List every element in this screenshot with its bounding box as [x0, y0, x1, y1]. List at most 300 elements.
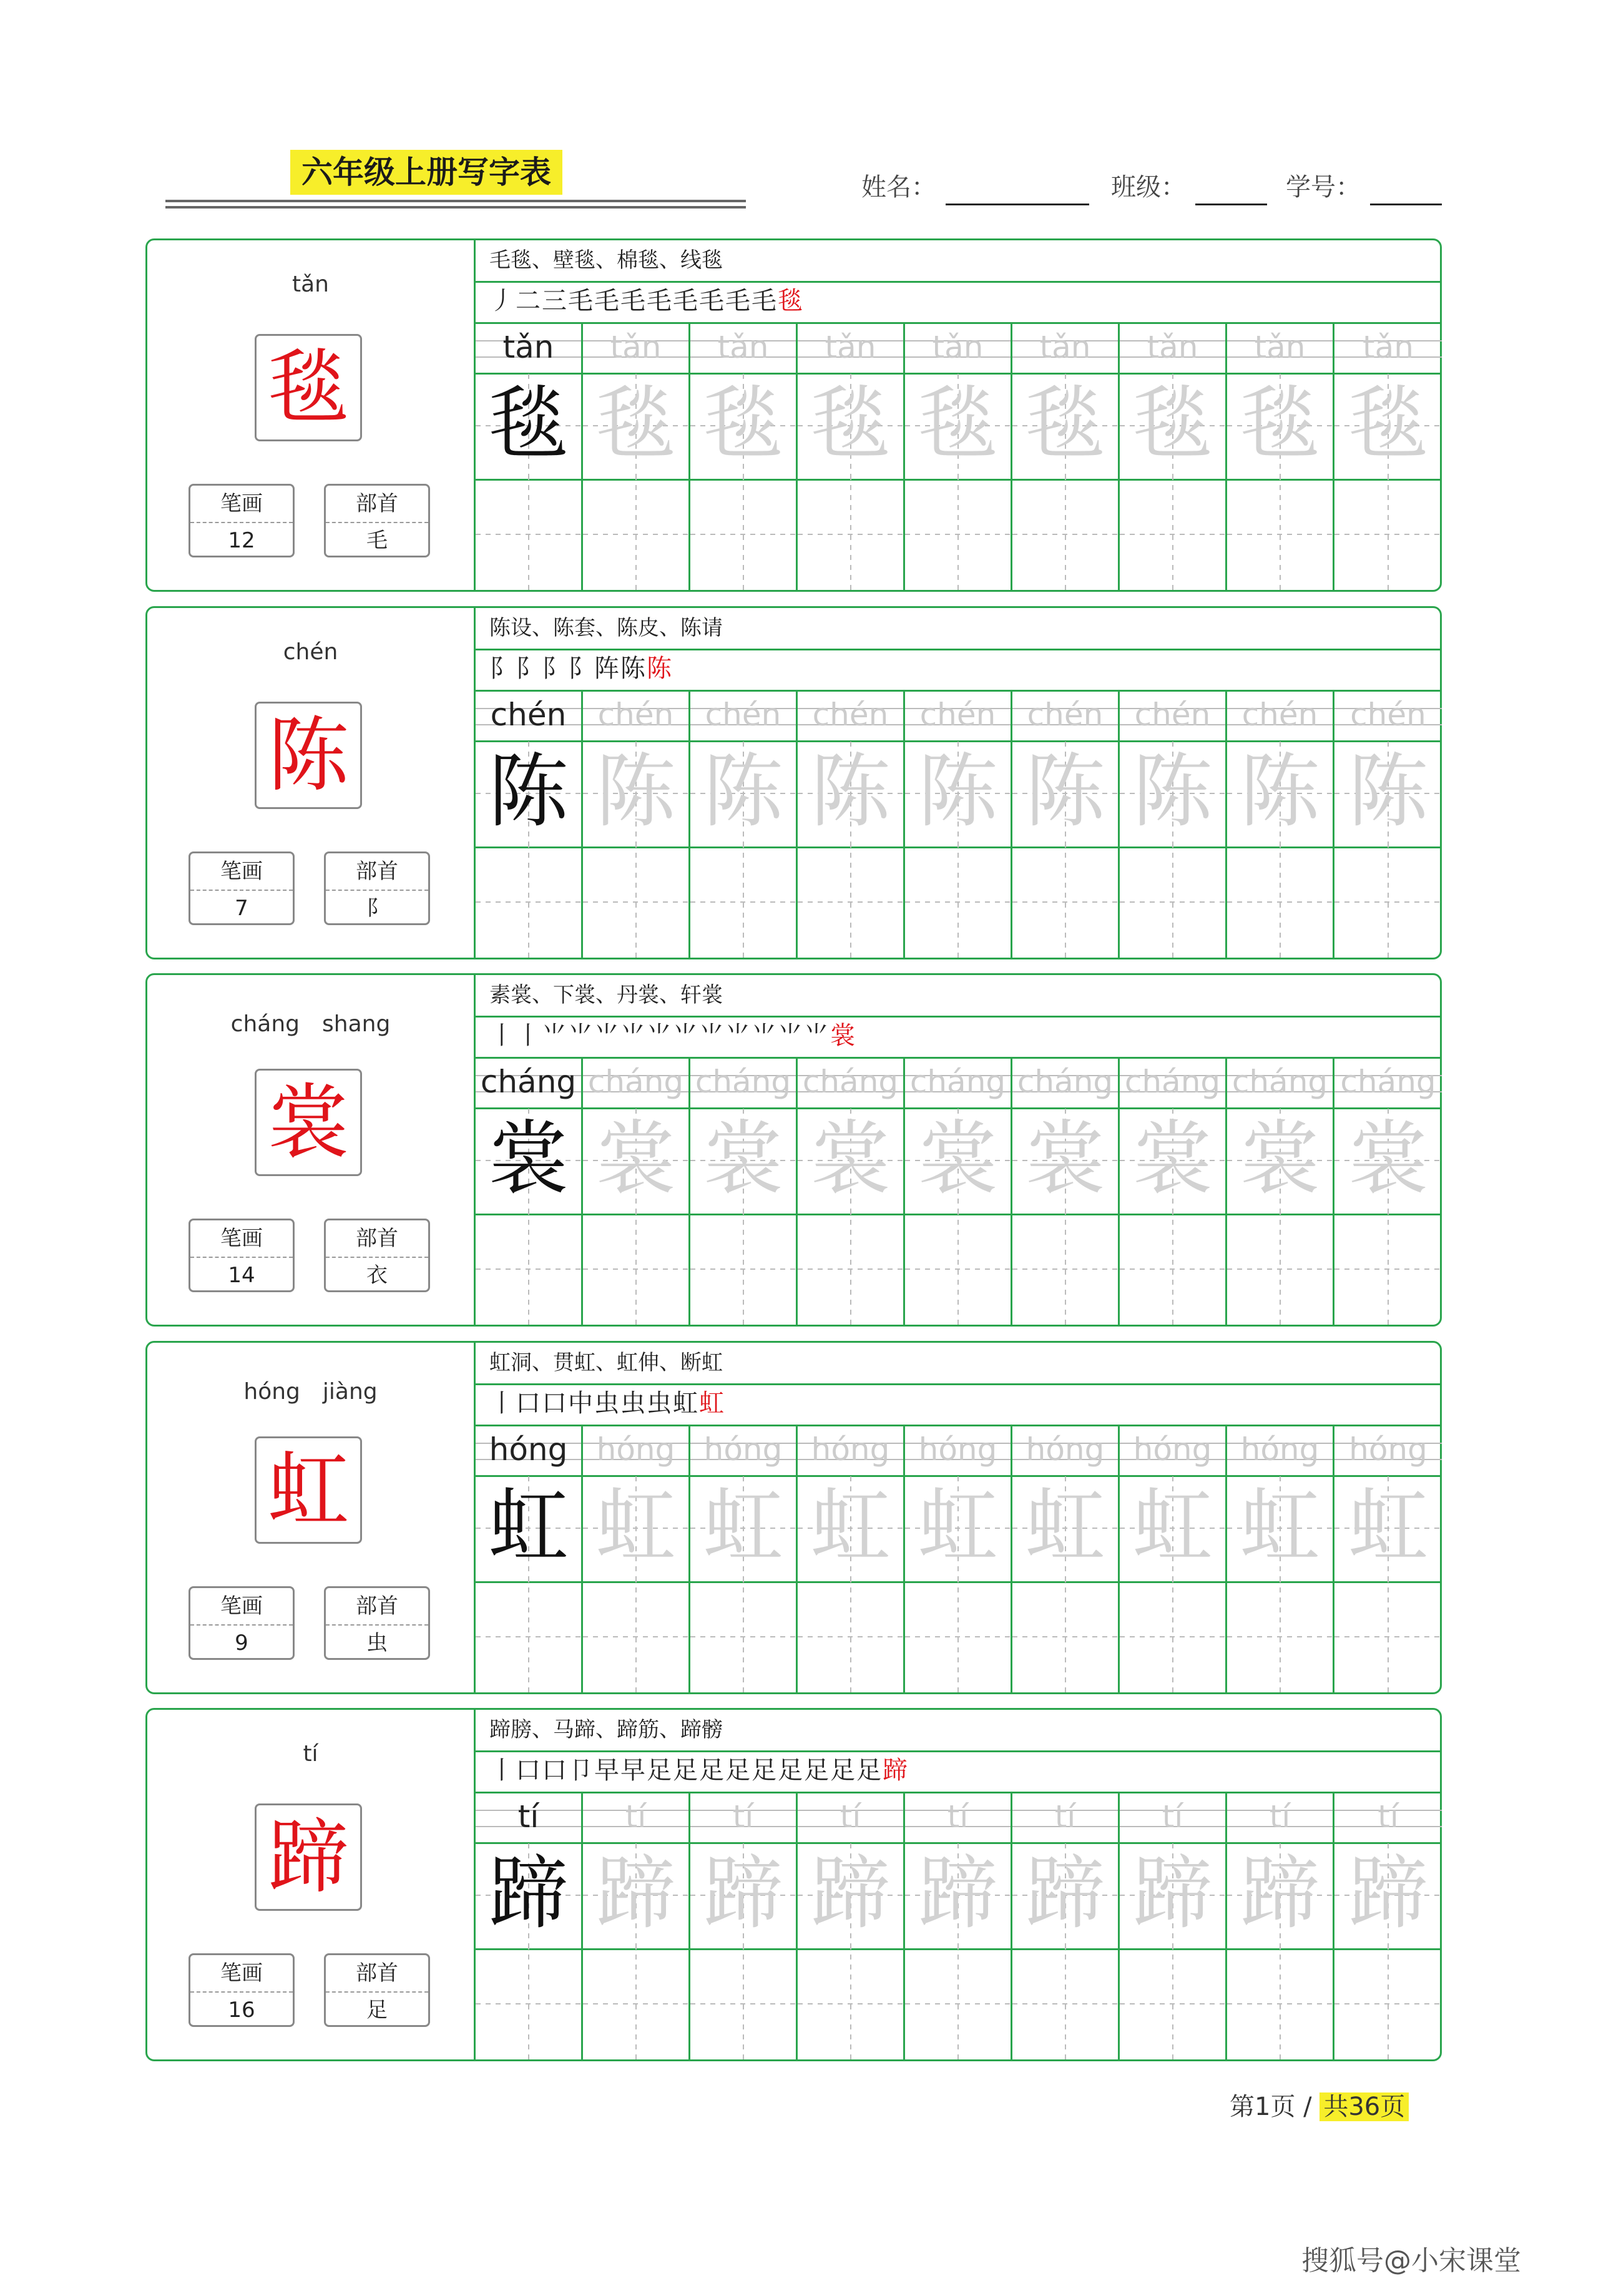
trace-cell-char: 裳 [1132, 1112, 1213, 1205]
stroke-count-box [188, 851, 295, 925]
stroke-step: 阝 [489, 654, 516, 683]
trace-cell-char: 裳 [703, 1112, 783, 1205]
stroke-step: 卩 [568, 1756, 594, 1785]
char-pinyin: cháng shang [230, 1011, 391, 1037]
trace-cell-char: 虹 [810, 1480, 891, 1573]
pinyin-cell[interactable] [1227, 1426, 1334, 1475]
pinyin-cell[interactable] [1227, 324, 1334, 373]
stroke-step: ⺌ [620, 1021, 647, 1050]
trace-cell[interactable] [583, 1842, 690, 1948]
blank-cell[interactable] [1012, 1214, 1120, 1325]
trace-cell[interactable] [1120, 1107, 1227, 1214]
blank-cell[interactable] [1227, 479, 1334, 590]
pinyin-cell-text: hóng [703, 1431, 783, 1468]
pinyin-cell-text: cháng [480, 1064, 577, 1100]
pinyin-cell[interactable] [905, 1426, 1012, 1475]
pinyin-row [476, 692, 1440, 742]
stroke-step: 中 [568, 1389, 594, 1418]
trace-cell-char: 陈 [488, 745, 569, 838]
trace-cell[interactable] [476, 1107, 583, 1214]
pinyin-cell-text: tí [947, 1798, 969, 1835]
trace-cell-char: 陈 [1240, 745, 1320, 838]
pinyin-cell[interactable] [1012, 1059, 1120, 1107]
trace-cell[interactable] [1227, 740, 1334, 846]
trace-cell[interactable] [1120, 373, 1227, 479]
char-display: 虹 [255, 1436, 362, 1544]
blank-row [476, 1214, 1440, 1325]
trace-cell-char: 裳 [918, 1112, 998, 1205]
writing-grid [476, 1426, 1440, 1692]
character-card [145, 1708, 1442, 2061]
trace-cell[interactable] [1334, 740, 1442, 846]
blank-cell[interactable] [1334, 846, 1442, 958]
trace-row [476, 740, 1440, 848]
trace-cell[interactable] [1120, 740, 1227, 846]
pinyin-cell[interactable] [690, 324, 798, 373]
blank-cell[interactable] [476, 1948, 583, 2059]
pinyin-cell[interactable] [690, 1426, 798, 1475]
trace-cell-char: 裳 [810, 1112, 891, 1205]
blank-cell[interactable] [1334, 1581, 1442, 1692]
blank-cell[interactable] [1227, 1214, 1334, 1325]
word-list: 虹洞、贯虹、虹伸、断虹 [476, 1343, 1440, 1385]
trace-cell-char: 蹄 [1348, 1847, 1428, 1940]
pinyin-cell-text: tí [1054, 1798, 1076, 1835]
stroke-step: 虫 [620, 1389, 647, 1418]
stroke-step: 口 [542, 1389, 568, 1418]
pinyin-cell-text: cháng [802, 1064, 899, 1100]
blank-cell[interactable] [1012, 846, 1120, 958]
stroke-step: 丨 [489, 1389, 516, 1418]
stroke-step: 毛 [568, 287, 594, 315]
stroke-step: 毛 [752, 287, 778, 315]
blank-cell[interactable] [476, 1581, 583, 1692]
stroke-step: 陈 [620, 654, 647, 683]
blank-cell[interactable] [476, 479, 583, 590]
trace-cell[interactable] [690, 1842, 798, 1948]
stroke-count-box [188, 1586, 295, 1660]
trace-cell[interactable] [1012, 740, 1120, 846]
pinyin-cell[interactable] [690, 692, 798, 740]
stroke-count-value: 12 [228, 528, 255, 553]
pinyin-cell-text: chén [919, 697, 996, 733]
blank-row [476, 846, 1440, 958]
trace-cell-char: 毯 [1348, 378, 1428, 471]
trace-cell[interactable] [905, 373, 1012, 479]
radical-box [324, 484, 430, 557]
pinyin-cell-text: tǎn [825, 329, 876, 365]
stroke-step: 毛 [647, 287, 673, 315]
practice-panel [476, 1710, 1440, 2059]
pinyin-cell[interactable] [905, 692, 1012, 740]
trace-cell-char: 陈 [1348, 745, 1428, 838]
name-label: 姓名： [861, 173, 936, 202]
stroke-step: 裳 [830, 1021, 856, 1050]
stroke-step: 丿 [489, 287, 516, 315]
word-list: 毛毯、壁毯、棉毯、线毯 [476, 240, 1440, 283]
stroke-step: 口 [542, 1756, 568, 1785]
blank-cell[interactable] [905, 846, 1012, 958]
trace-cell[interactable] [1120, 1842, 1227, 1948]
trace-cell[interactable] [690, 740, 798, 846]
blank-cell[interactable] [1120, 846, 1227, 958]
pinyin-cell[interactable] [1227, 1059, 1334, 1107]
pinyin-cell[interactable] [905, 1793, 1012, 1842]
char-info-panel [147, 975, 476, 1325]
trace-cell[interactable] [1227, 1475, 1334, 1581]
stroke-order [476, 1750, 1440, 1793]
pinyin-row [476, 1793, 1440, 1844]
pinyin-cell[interactable] [1334, 1059, 1442, 1107]
trace-cell[interactable] [905, 740, 1012, 846]
trace-cell[interactable] [798, 1842, 905, 1948]
pinyin-cell[interactable] [690, 1059, 798, 1107]
stroke-step: 虫 [647, 1389, 673, 1418]
blank-cell[interactable] [1227, 846, 1334, 958]
pinyin-cell-text: hóng [1133, 1431, 1212, 1468]
blank-cell[interactable] [1334, 1214, 1442, 1325]
pinyin-cell[interactable] [583, 1059, 690, 1107]
trace-cell-char: 毯 [810, 378, 891, 471]
stroke-step: 毛 [699, 287, 725, 315]
trace-cell-char: 蹄 [1025, 1847, 1105, 1940]
trace-cell[interactable] [476, 373, 583, 479]
blank-cell[interactable] [798, 846, 905, 958]
blank-cell[interactable] [583, 1214, 690, 1325]
blank-cell[interactable] [476, 846, 583, 958]
stroke-count-label: 笔画 [190, 853, 293, 891]
trace-cell[interactable] [1227, 373, 1334, 479]
blank-cell[interactable] [1334, 1948, 1442, 2059]
trace-cell[interactable] [1227, 1842, 1334, 1948]
blank-cell[interactable] [1012, 1948, 1120, 2059]
radical-label: 部首 [326, 853, 428, 891]
stroke-order [476, 1016, 1440, 1059]
stroke-step: 丨 [489, 1021, 516, 1050]
trace-cell[interactable] [1334, 1842, 1442, 1948]
name-field[interactable] [946, 204, 1089, 205]
practice-panel [476, 1343, 1440, 1692]
pinyin-cell[interactable] [1012, 1793, 1120, 1842]
pinyin-cell[interactable] [798, 1059, 905, 1107]
trace-cell[interactable] [476, 1475, 583, 1581]
pinyin-cell[interactable] [1334, 1426, 1442, 1475]
blank-cell[interactable] [1227, 1581, 1334, 1692]
trace-cell[interactable] [583, 1107, 690, 1214]
stroke-step: 阝 [516, 654, 542, 683]
writing-grid [476, 1059, 1440, 1325]
stroke-step: ⺌ [778, 1021, 804, 1050]
stroke-step: 虹 [699, 1389, 725, 1418]
pinyin-cell[interactable] [583, 1426, 690, 1475]
pinyin-cell[interactable] [1227, 1793, 1334, 1842]
stroke-step: 足 [725, 1756, 752, 1785]
pinyin-cell-text: hóng [1240, 1431, 1319, 1468]
pinyin-cell[interactable] [1334, 324, 1442, 373]
pinyin-cell[interactable] [905, 1059, 1012, 1107]
word-list: 陈设、陈套、陈皮、陈请 [476, 608, 1440, 650]
stroke-step: ⺌ [673, 1021, 699, 1050]
stroke-step: 阵 [594, 654, 620, 683]
stroke-step: 蹄 [883, 1756, 909, 1785]
pinyin-cell-text: hóng [1026, 1431, 1105, 1468]
pinyin-cell[interactable] [1334, 1793, 1442, 1842]
character-card [145, 238, 1442, 592]
pinyin-cell[interactable] [476, 692, 583, 740]
trace-cell-char: 蹄 [1132, 1847, 1213, 1940]
trace-cell[interactable] [583, 1475, 690, 1581]
blank-cell[interactable] [1120, 1581, 1227, 1692]
stroke-step: 早 [594, 1756, 620, 1785]
pinyin-cell-text: cháng [1340, 1064, 1436, 1100]
pinyin-cell-text: chén [1350, 697, 1426, 733]
stroke-step: 早 [620, 1756, 647, 1785]
pinyin-cell[interactable] [798, 692, 905, 740]
stroke-order [476, 649, 1440, 692]
pinyin-cell-text: tí [625, 1798, 647, 1835]
pinyin-cell-text: tí [517, 1798, 539, 1835]
pinyin-cell[interactable] [690, 1793, 798, 1842]
stroke-count-box [188, 1219, 295, 1292]
word-list: 素裳、下裳、丹裳、轩裳 [476, 975, 1440, 1018]
trace-cell-char: 虹 [703, 1480, 783, 1573]
blank-row [476, 1581, 1440, 1692]
pinyin-cell-text: cháng [909, 1064, 1006, 1100]
pinyin-cell[interactable] [1120, 692, 1227, 740]
blank-cell[interactable] [905, 1948, 1012, 2059]
trace-row [476, 373, 1440, 481]
trace-cell-char: 陈 [918, 745, 998, 838]
pinyin-cell[interactable] [1120, 1059, 1227, 1107]
stroke-count-box [188, 1953, 295, 2027]
pinyin-cell-text: tǎn [502, 329, 554, 365]
pinyin-cell[interactable] [1120, 1426, 1227, 1475]
stroke-step: 足 [647, 1756, 673, 1785]
trace-cell-char: 虹 [488, 1480, 569, 1573]
stroke-step: 丨 [516, 1021, 542, 1050]
stroke-step: 口 [516, 1756, 542, 1785]
stroke-step: 虫 [594, 1389, 620, 1418]
blank-cell[interactable] [583, 1948, 690, 2059]
char-pinyin: chén [283, 639, 338, 665]
stroke-step: 毛 [673, 287, 699, 315]
trace-cell[interactable] [1334, 1475, 1442, 1581]
trace-cell-char: 陈 [810, 745, 891, 838]
stroke-count-label: 笔画 [190, 486, 293, 523]
class-field[interactable] [1195, 204, 1267, 205]
stroke-step: 足 [673, 1756, 699, 1785]
trace-cell-char: 裳 [1348, 1112, 1428, 1205]
pinyin-cell-text: chén [705, 697, 781, 733]
blank-cell[interactable] [1012, 1581, 1120, 1692]
radical-value: 足 [366, 1998, 388, 2023]
trace-cell-char: 毯 [1132, 378, 1213, 471]
pinyin-cell[interactable] [476, 1426, 583, 1475]
blank-cell[interactable] [690, 1214, 798, 1325]
title-block [165, 150, 746, 209]
stroke-count-value: 16 [228, 1998, 255, 2023]
blank-cell[interactable] [583, 846, 690, 958]
stroke-count-value: 14 [228, 1263, 255, 1288]
blank-cell[interactable] [798, 479, 905, 590]
trace-cell[interactable] [583, 373, 690, 479]
pinyin-cell-text: tǎn [1147, 329, 1198, 365]
trace-cell[interactable] [1334, 373, 1442, 479]
watermark: 搜狐号@小宋课堂 [1301, 2245, 1521, 2277]
trace-cell-char: 陈 [595, 745, 676, 838]
pinyin-cell[interactable] [798, 324, 905, 373]
trace-cell[interactable] [1012, 1107, 1120, 1214]
trace-cell[interactable] [1120, 1475, 1227, 1581]
pinyin-cell[interactable] [905, 324, 1012, 373]
blank-cell[interactable] [583, 1581, 690, 1692]
stroke-step: 足 [804, 1756, 830, 1785]
page-footer [1230, 2088, 1409, 2126]
trace-row [476, 1842, 1440, 1950]
char-pinyin: tí [303, 1741, 318, 1767]
pinyin-cell[interactable] [476, 1793, 583, 1842]
trace-cell[interactable] [690, 373, 798, 479]
trace-cell-char: 虹 [1132, 1480, 1213, 1573]
pinyin-cell[interactable] [1120, 324, 1227, 373]
trace-cell[interactable] [1227, 1107, 1334, 1214]
pinyin-cell[interactable] [583, 1793, 690, 1842]
blank-cell[interactable] [798, 1948, 905, 2059]
pinyin-cell-text: hóng [489, 1431, 568, 1468]
trace-cell[interactable] [1012, 373, 1120, 479]
char-display: 毯 [255, 334, 362, 441]
blank-cell[interactable] [798, 1581, 905, 1692]
practice-panel [476, 975, 1440, 1325]
writing-grid [476, 324, 1440, 590]
pinyin-cell-text: tǎn [610, 329, 662, 365]
page-title: 六年级上册写字表 [290, 150, 562, 195]
pinyin-cell[interactable] [1334, 692, 1442, 740]
blank-cell[interactable] [905, 1581, 1012, 1692]
pinyin-cell[interactable] [798, 1426, 905, 1475]
trace-cell[interactable] [905, 1107, 1012, 1214]
blank-cell[interactable] [905, 1214, 1012, 1325]
stroke-count-value: 7 [235, 896, 248, 921]
pinyin-cell-text: tí [1378, 1798, 1399, 1835]
trace-cell-char: 毯 [703, 378, 783, 471]
trace-cell[interactable] [798, 1475, 905, 1581]
blank-cell[interactable] [1012, 479, 1120, 590]
blank-cell[interactable] [1120, 479, 1227, 590]
trace-cell[interactable] [690, 1107, 798, 1214]
char-info-panel [147, 1343, 476, 1692]
pinyin-cell[interactable] [1120, 1793, 1227, 1842]
stroke-step: 陈 [647, 654, 673, 683]
char-info-panel [147, 608, 476, 958]
pinyin-cell-text: cháng [587, 1064, 684, 1100]
pinyin-cell-text: chén [1027, 697, 1104, 733]
trace-cell[interactable] [798, 373, 905, 479]
pinyin-cell[interactable] [1012, 1426, 1120, 1475]
pinyin-cell[interactable] [476, 1059, 583, 1107]
pinyin-cell-text: chén [1241, 697, 1318, 733]
trace-row [476, 1107, 1440, 1215]
stroke-step: ⺌ [647, 1021, 673, 1050]
trace-cell[interactable] [905, 1842, 1012, 1948]
blank-cell[interactable] [1120, 1948, 1227, 2059]
stroke-order [476, 1383, 1440, 1426]
stroke-count-label: 笔画 [190, 1955, 293, 1993]
pinyin-cell-text: hóng [1349, 1431, 1427, 1468]
pinyin-cell-text: tǎn [1363, 329, 1414, 365]
stroke-step: ⺌ [699, 1021, 725, 1050]
pinyin-cell[interactable] [1012, 692, 1120, 740]
trace-cell[interactable] [476, 1842, 583, 1948]
trace-cell[interactable] [476, 740, 583, 846]
stroke-step: 毯 [778, 287, 804, 315]
practice-panel [476, 608, 1440, 958]
stroke-step: ⺌ [594, 1021, 620, 1050]
trace-cell[interactable] [905, 1475, 1012, 1581]
stroke-count-label: 笔画 [190, 1220, 293, 1258]
trace-cell[interactable] [798, 740, 905, 846]
blank-cell[interactable] [905, 479, 1012, 590]
pinyin-cell-text: cháng [1124, 1064, 1221, 1100]
blank-cell[interactable] [1334, 479, 1442, 590]
stroke-step: ⺌ [542, 1021, 568, 1050]
pinyin-cell[interactable] [1227, 692, 1334, 740]
student-id-field[interactable] [1370, 204, 1442, 205]
char-display: 裳 [255, 1069, 362, 1176]
blank-cell[interactable] [690, 1581, 798, 1692]
stroke-step: 丨 [489, 1756, 516, 1785]
trace-cell-char: 裳 [595, 1112, 676, 1205]
radical-label: 部首 [326, 486, 428, 523]
char-display: 蹄 [255, 1803, 362, 1911]
radical-value: 毛 [366, 528, 388, 553]
stroke-step: 足 [752, 1756, 778, 1785]
stroke-step: 二 [516, 287, 542, 315]
blank-cell[interactable] [690, 1948, 798, 2059]
radical-label: 部首 [326, 1955, 428, 1993]
trace-cell-char: 虹 [1348, 1480, 1428, 1573]
practice-panel [476, 240, 1440, 590]
trace-cell[interactable] [1012, 1842, 1120, 1948]
blank-cell[interactable] [476, 1214, 583, 1325]
trace-cell[interactable] [1334, 1107, 1442, 1214]
pinyin-cell[interactable] [476, 324, 583, 373]
trace-cell-char: 毯 [918, 378, 998, 471]
stroke-step: 足 [778, 1756, 804, 1785]
blank-cell[interactable] [583, 479, 690, 590]
pinyin-cell-text: tǎn [1254, 329, 1306, 365]
trace-cell[interactable] [1012, 1475, 1120, 1581]
blank-cell[interactable] [690, 846, 798, 958]
pinyin-cell[interactable] [1012, 324, 1120, 373]
char-info-panel [147, 1710, 476, 2059]
stroke-order [476, 281, 1440, 324]
blank-cell[interactable] [1120, 1214, 1227, 1325]
pinyin-cell[interactable] [583, 324, 690, 373]
blank-cell[interactable] [1227, 1948, 1334, 2059]
blank-cell[interactable] [798, 1214, 905, 1325]
stroke-step: 足 [830, 1756, 856, 1785]
trace-cell[interactable] [798, 1107, 905, 1214]
trace-cell-char: 虹 [1240, 1480, 1320, 1573]
blank-cell[interactable] [690, 479, 798, 590]
pinyin-cell-text: tí [732, 1798, 754, 1835]
pinyin-cell[interactable] [798, 1793, 905, 1842]
pinyin-cell[interactable] [583, 692, 690, 740]
trace-cell[interactable] [583, 740, 690, 846]
trace-cell[interactable] [690, 1475, 798, 1581]
character-card [145, 1341, 1442, 1694]
